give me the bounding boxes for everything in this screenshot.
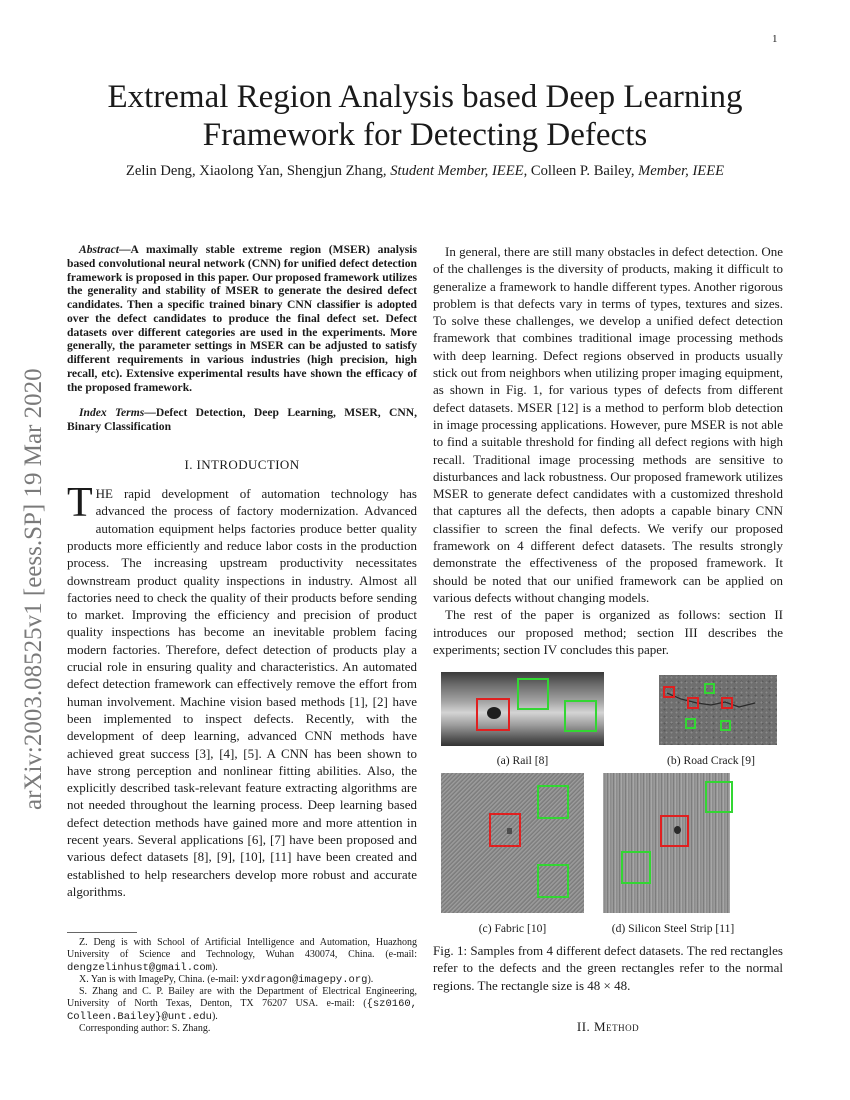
subcaption-rail: (a) Rail [8] — [496, 754, 549, 767]
index-terms-text: —Defect Detection, Deep Learning, MSER, CNN, Binary Classification — [67, 406, 418, 433]
defect-box — [687, 697, 699, 709]
crack-line — [659, 675, 777, 745]
section-heading-introduction: I. INTRODUCTION — [184, 456, 300, 472]
arxiv-identifier: arXiv:2003.08525v1 [eess.SP] 19 Mar 2020 — [20, 368, 47, 810]
abstract-text: —A maximally stable extreme region (MSER) analysis based convolutional neural network (CNN) for unified defect detection framework is proposed in this paper. Our proposed framework utilizes the generality and stability of MSER to generate the desired defect candidates. Then a specific trained binary CNN classifier is adopted over the defect candidates to produce the final defect set. Defect datasets over different categories are used in the experiments. More generally, the parameter settings in MSER can be adjusted to satisfy different requirements in various industries (high precision, high recall, etc). Extensive experimental results have shown the efficacy of the proposed framework. — [67, 243, 417, 394]
footnote-zhang-bailey-end: ). — [211, 1010, 218, 1022]
steel-strip-sample-image — [603, 773, 730, 913]
normal-box — [537, 785, 569, 819]
intro-paragraph — [67, 480, 417, 900]
title-line-2: Framework for Detecting Defects — [202, 117, 648, 153]
index-terms — [67, 406, 417, 434]
footnote-deng-end: ). — [211, 961, 218, 973]
email-yan[interactable]: yxdragon@imagepy.org — [241, 973, 368, 986]
drop-cap: T — [67, 480, 93, 527]
abstract — [67, 243, 417, 394]
abstract-label: Abstract — [79, 243, 119, 256]
subcaption-road-crack: (b) Road Crack [9] — [667, 754, 755, 767]
normal-box — [685, 718, 696, 729]
email-deng[interactable]: dengzelinhust@gmail.com — [67, 961, 212, 974]
figure-1-caption: Fig. 1: Samples from 4 different defect datasets. The red rectangles refer to the defects and the green rectangles refer to the normal regions. The rectangle size is 48 × 48. — [433, 943, 783, 993]
subcaption-fabric: (c) Fabric [10] — [478, 922, 547, 935]
right-paragraph-2: The rest of the paper is organized as follows: section II introduces our proposed method; section III describes the experiments; section IV concludes this paper. — [433, 607, 783, 657]
fabric-sample-image — [441, 773, 584, 913]
footnotes — [67, 937, 417, 1035]
normal-box — [705, 781, 733, 813]
footnote-zhang-bailey — [67, 986, 417, 1023]
normal-box — [704, 683, 715, 694]
normal-box — [621, 851, 651, 884]
footnote-yan-end: ). — [367, 973, 374, 985]
normal-box — [720, 720, 731, 731]
right-column — [433, 243, 783, 658]
normal-box — [517, 678, 549, 710]
footnote-yan-text: X. Yan is with ImagePy, China. (e-mail: — [79, 973, 242, 985]
authors-role-2: Member, IEEE — [638, 163, 725, 179]
email-zhang-bailey[interactable]: {sz0160, Colleen.Bailey}@unt.edu — [67, 998, 417, 1023]
defect-box — [663, 686, 675, 698]
footnote-corresponding: Corresponding author: S. Zhang. — [79, 1023, 211, 1035]
section-heading-method: II. Method — [576, 1019, 640, 1034]
authors-part-2: , Colleen P. Bailey, — [523, 163, 639, 179]
defect-box — [476, 698, 510, 731]
paper-title — [60, 78, 790, 154]
page-number: 1 — [772, 33, 778, 45]
defect-box — [721, 697, 733, 709]
intro-paragraph-text: HE rapid development of automation technology has advanced the process of factory modernization. Advanced automation equipment helps factories produce better quality products more efficiently and reduce labor costs in the production process. The increasing upstream productivity necessitates downstream product quality inspections in industry. Almost all factories need to check the quality of their products before sending to market. Improving the efficiency and precision of product quality inspections has become an inevitable problem facing modern factories. Therefore, defect detection of products play a crucial role in ensuring quality and characteristics. An automated defect detection framework can effectively remove the effort from human involvement. Machine vision based methods [1], [2] have been implemented to inspect defects. Recently, with the development of deep learning, advanced CNN methods have achieved great success [3], [4], [5]. A CNN has been shown to have strong perception and nonlinear fitting abilities. Also, the explicitly described task-relevant feature extracting algorithms are not needed throughout the learning process. Deep learning based defect detection methods have gained more and more attention in recent years. Several applications [6], [7] have been proposed and various defect datasets [8], [9], [10], [11] have been created and established to help researchers develop more robust and accurate algorithms. — [67, 486, 417, 899]
defect-box — [489, 813, 521, 847]
footnote-zhang-bailey-text: S. Zhang and C. P. Bailey are with the Department of Electrical Engineering, University of North Texas, Denton, TX 76207 USA. e-mail: ( — [67, 986, 417, 1010]
footnote-rule — [67, 932, 137, 933]
road-crack-sample-image — [659, 675, 777, 745]
rail-sample-image — [441, 672, 604, 746]
subcaption-steel-strip: (d) Silicon Steel Strip [11] — [611, 922, 735, 935]
normal-box — [564, 700, 597, 732]
footnote-yan — [67, 974, 417, 986]
authors-part-1: Zelin Deng, Xiaolong Yan, Shengjun Zhang, — [125, 163, 391, 179]
left-column — [67, 243, 417, 900]
authors-role-1: Student Member, IEEE — [390, 163, 524, 179]
title-line-1: Extremal Region Analysis based Deep Learning — [107, 79, 743, 115]
index-terms-label: Index Terms — [79, 406, 145, 420]
author-list — [60, 163, 790, 180]
normal-box — [537, 864, 569, 898]
defect-box — [660, 815, 689, 847]
footnote-deng — [67, 937, 417, 974]
right-paragraph-1: In general, there are still many obstacles in defect detection. One of the challenges is the diversity of products, making it difficult to generalize a framework to handle different types. Another rigorous problem is that defects vary in terms of types, textures and sizes. To solve these challenges, we develop a unified defect detection framework that combines traditional image processing methods with deep learning. Defect regions observed in products usually stick out from neighbors when utilizing proper imaging equipment, as shown in Fig. 1, for various types of defects from different defect datasets. MSER [12] is a method to perform blob detection in image processing applications. However, pure MSER is not able to find a suitable threshold for finding all defect regions with high recall. Traditional image processing methods are sensitive to disturbances and lack robustness. Our proposed framework utilizes MSER to generate defect candidates with a customized threshold that captures all the defects, then adopts a capable binary CNN classifier to screen the final defects. We verify our proposed framework on 4 different defect datasets. The results strongly demonstrate the effectiveness of the proposed framework. It should be noted that our unified framework can be applied on various defects without changing models. — [433, 244, 783, 605]
footnote-deng-text: Z. Deng is with School of Artificial Intelligence and Automation, Huazhong University of Science and Technology, Wuhan 430074, China. (e-mail: — [67, 937, 417, 961]
